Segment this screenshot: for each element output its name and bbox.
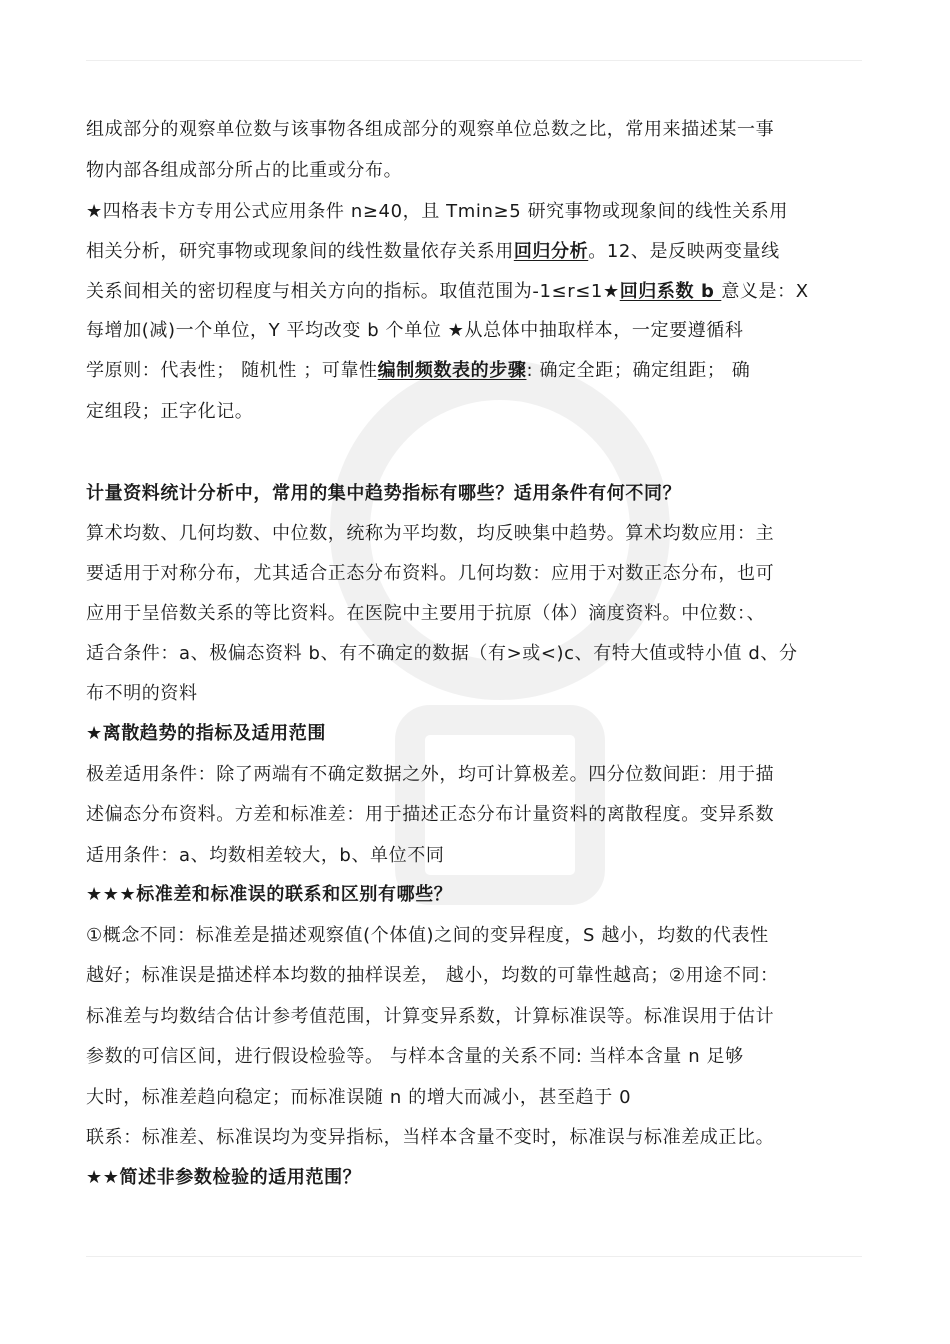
text-line	[86, 356, 750, 386]
text-line: 联系：标准差、标准误均为变异指标，当样本含量不变时，标准误与标准差成正比。	[86, 1127, 775, 1148]
text-segment: 关系间相关的密切程度与相关方向的指标。取值范围为-1≤r≤1★	[86, 281, 620, 302]
bottom-divider	[86, 1256, 862, 1257]
text-line: ★四格表卡方专用公式应用条件 n≥40，且 Tmin≥5 研究事物或现象间的线性关系用	[86, 201, 788, 222]
text-line	[86, 237, 780, 267]
text-segment: 。12、是反映两变量线	[588, 241, 780, 262]
text-line: 算术均数、几何均数、中位数，统称为平均数，均反映集中趋势。算术均数应用：主	[86, 523, 775, 544]
term-regression-coefficient: 回归系数 b	[619, 281, 722, 302]
section-heading: ★离散趋势的指标及适用范围	[86, 723, 326, 744]
text-line: 组成部分的观察单位数与该事物各组成部分的观察单位总数之比，常用来描述某一事	[86, 119, 775, 140]
text-line: 适合条件：a、极偏态资料 b、有不确定的数据（有>或<)c、有特大值或特小值 d、分	[86, 643, 798, 664]
text-line: 述偏态分布资料。方差和标准差：用于描述正态分布计量资料的离散程度。变异系数	[86, 804, 775, 825]
section-heading: 计量资料统计分析中，常用的集中趋势指标有哪些？适用条件有何不同？	[86, 483, 682, 504]
text-line: 定组段；正字化记。	[86, 401, 254, 422]
text-line: 要适用于对称分布，尤其适合正态分布资料。几何均数：应用于对数正态分布，也可	[86, 563, 775, 584]
text-line: 应用于呈倍数关系的等比资料。在医院中主要用于抗原（体）滴度资料。中位数：、	[86, 603, 766, 624]
text-line: 标准差与均数结合估计参考值范围，计算变异系数，计算标准误等。标准误用于估计	[86, 1006, 775, 1027]
section-heading: ★★★标准差和标准误的联系和区别有哪些？	[86, 884, 453, 905]
text-line: 物内部各组成部分所占的比重或分布。	[86, 160, 403, 181]
term-regression-analysis: 回归分析	[513, 241, 589, 262]
text-line: 适用条件：a、均数相差较大，b、单位不同	[86, 845, 445, 866]
top-divider	[86, 60, 862, 61]
text-line: 极差适用条件：除了两端有不确定数据之外，均可计算极差。四分位数间距：用于描	[86, 764, 775, 785]
text-segment: 意义是：X	[721, 281, 809, 302]
text-segment: : 确定全距；确定组距； 确	[526, 360, 751, 381]
text-line: 越好；标准误是描述样本均数的抽样误差， 越小，均数的可靠性越高；②用途不同：	[86, 965, 779, 986]
text-line: 大时，标准差趋向稳定；而标准误随 n 的增大而减小，甚至趋于 0	[86, 1087, 632, 1108]
text-line: 参数的可信区间，进行假设检验等。 与样本含量的关系不同: 当样本含量 n 足够	[86, 1046, 744, 1067]
text-line	[86, 277, 809, 307]
term-frequency-table-steps: 编制频数表的步骤	[377, 360, 527, 381]
text-line: ①概念不同：标准差是描述观察值(个体值)之间的变异程度，S 越小，均数的代表性	[86, 925, 769, 946]
text-line: 布不明的资料	[86, 683, 198, 704]
text-segment: 相关分析，研究事物或现象间的线性数量依存关系用	[86, 241, 514, 262]
text-line: 每增加(减)一个单位，Y 平均改变 b 个单位 ★从总体中抽取样本，一定要遵循科	[86, 320, 744, 341]
text-segment: 学原则：代表性； 随机性 ；可靠性	[86, 360, 378, 381]
section-heading: ★★简述非参数检验的适用范围？	[86, 1167, 362, 1188]
